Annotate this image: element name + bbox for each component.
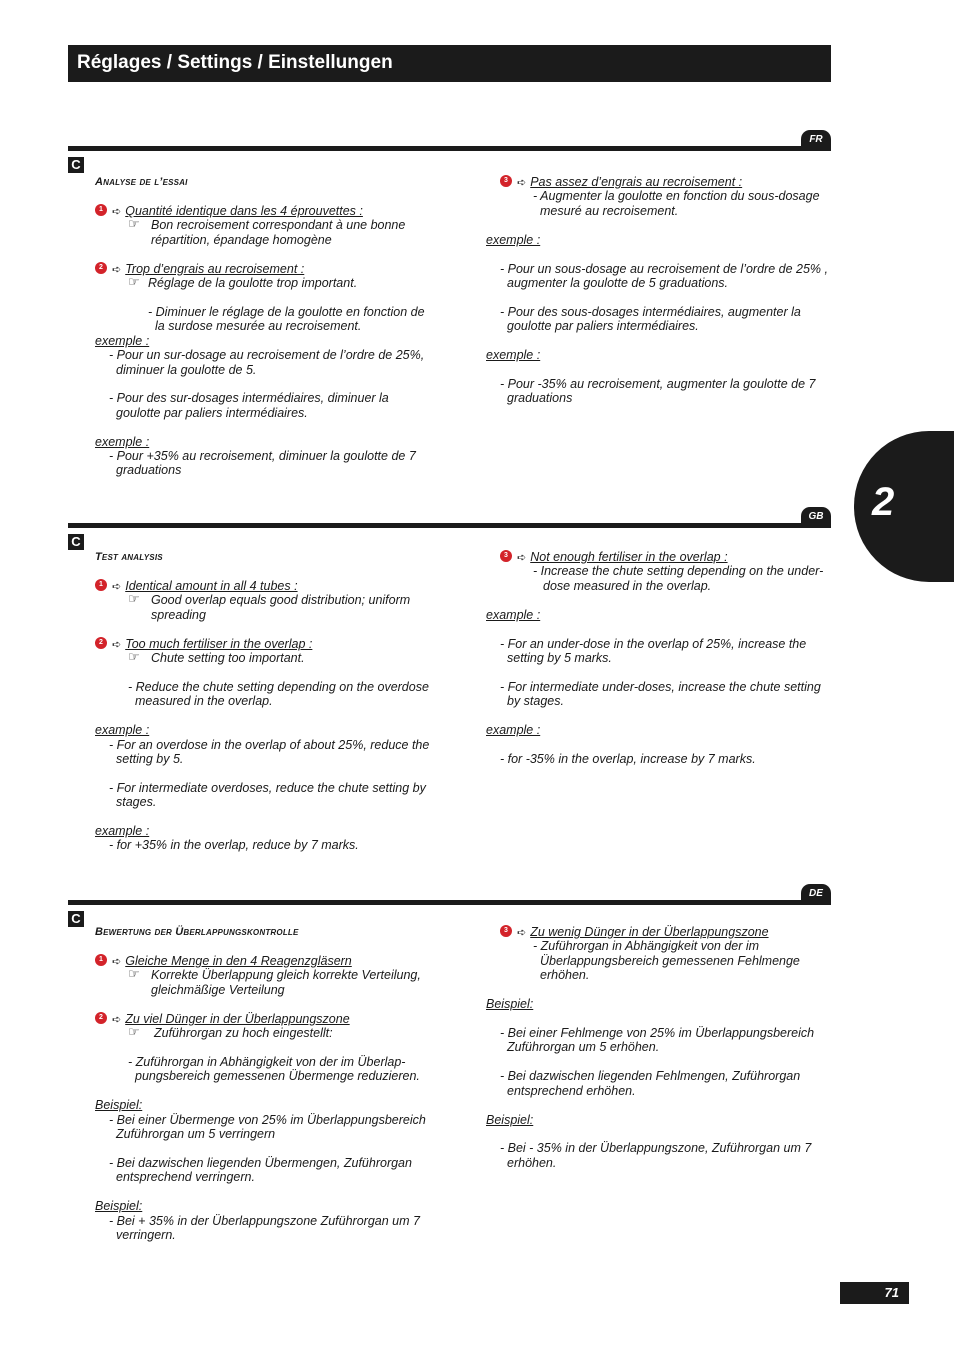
lang-tab-fr: FR [801,130,831,150]
example1-line2-gb: setting by 5. [116,752,184,766]
intermediate-line2-de: entsprechend verringern. [116,1170,255,1184]
item1-line2-de: gleichmäßige Verteilung [151,983,285,997]
right2-line2-gb: by stages. [507,694,564,708]
example2-label-de: Beispiel: [95,1199,143,1213]
section-heading-de: Bewertung der Überlappungskontrolle [95,926,299,938]
pointing-hand-icon: ☞ [128,217,140,232]
example1-label-de: Beispiel: [95,1098,143,1112]
item2-action2-fr: la surdose mesurée au recroisement. [155,319,362,333]
badge-3-de: 3 [500,925,512,937]
right1-line2-de: Zuführorgan um 5 erhöhen. [507,1040,660,1054]
intermediate-line2-gb: stages. [116,795,157,809]
item3-title-fr: ➪ Pas assez d’engrais au recroisement : [517,175,743,189]
arrow-icon: ➪ [112,206,122,218]
item2-line1-fr: Réglage de la goulotte trop important. [148,276,358,290]
section-heading-gb: Test analysis [95,551,163,563]
item2-action1-gb: - Reduce the chute setting depending on the overdose [128,680,429,694]
lang-tab-gb: GB [801,507,831,527]
pointing-hand-icon: ☞ [128,275,140,290]
pointing-hand-icon: ☞ [128,1025,140,1040]
intermediate-line1-de: - Bei dazwischen liegenden Übermengen, Zuführorgan [109,1156,412,1170]
example4-label-fr: exemple : [486,348,541,362]
item1-title-de: ➪ Gleiche Menge in den 4 Reagenzgläsern [112,954,352,968]
page-title: Réglages / Settings / Einstellungen [77,52,393,73]
right3-line1-gb: - for -35% in the overlap, increase by 7 marks. [500,752,756,766]
item2-action2-de: pungsbereich gemessenen Übermenge reduzieren. [135,1069,420,1083]
arrow-icon: ➪ [112,639,122,651]
example2-line2-de: verringern. [116,1228,176,1242]
item3-line2-fr: mesuré au recroisement. [540,204,679,218]
right3-line2-fr: graduations [507,391,573,405]
item2-line1-gb: Chute setting too important. [151,651,305,665]
right3-line1-de: - Bei - 35% in der Überlappungszone, Zuführorgan um 7 [500,1141,812,1155]
right1-line2-gb: setting by 5 marks. [507,651,612,665]
badge-1-gb: 1 [95,579,107,591]
pointing-hand-icon: ☞ [128,967,140,982]
item1-title-fr: ➪ Quantité identique dans les 4 éprouvettes : [112,204,363,218]
right1-line1-gb: - For an under-dose in the overlap of 25%, increase the [500,637,807,651]
section-rule-de [68,900,831,905]
right2-line2-de: entsprechend erhöhen. [507,1084,636,1098]
right2-line1-fr: - Pour des sous-dosages intermédiaires, augmenter la [500,305,801,319]
example2-line1-de: - Bei + 35% in der Überlappungszone Zuführorgan um 7 [109,1214,420,1228]
pointing-hand-icon: ☞ [128,650,140,665]
section-rule-gb [68,523,831,528]
right1-line1-de: - Bei einer Fehlmenge von 25% im Überlappungsbereich [500,1026,815,1040]
item1-title-gb: ➪ Identical amount in all 4 tubes : [112,579,298,593]
right1-line2-fr: augmenter la goulotte de 5 graduations. [507,276,728,290]
example1-line2-de: Zuführorgan um 5 verringern [116,1127,276,1141]
badge-2-gb: 2 [95,637,107,649]
item3-line1-gb: - Increase the chute setting depending on the under- [533,564,824,578]
example2-label-gb: example : [95,824,150,838]
page-number-box [840,1282,909,1304]
item2-action1-fr: - Diminuer le réglage de la goulotte en fonction de [148,305,425,319]
item2-line1-de: Zuführorgan zu hoch eingestellt: [154,1026,333,1040]
chapter-number: 2 [872,480,895,524]
example3-label-gb: example : [486,608,541,622]
item2-action1-de: - Zuführorgan in Abhängigkeit von der im Überlap- [128,1055,406,1069]
item1-line2-fr: répartition, épandage homogène [151,233,332,247]
right2-line1-de: - Bei dazwischen liegenden Fehlmengen, Zuführorgan [500,1069,801,1083]
badge-3-fr: 3 [500,175,512,187]
item2-action2-gb: measured in the overlap. [135,694,273,708]
arrow-icon: ➪ [112,264,122,276]
badge-3-gb: 3 [500,550,512,562]
item3-line1-de: - Zuführorgan in Abhängigkeit von der im [533,939,760,953]
item1-line1-fr: Bon recroisement correspondant à une bonne [151,218,406,232]
item3-title-de: ➪ Zu wenig Dünger in der Überlappungszone [517,925,769,939]
example1-line2-fr: diminuer la goulotte de 5. [116,363,257,377]
right3-line1-fr: - Pour -35% au recroisement, augmenter la goulotte de 7 [500,377,816,391]
right2-line2-fr: goulotte par paliers intermédiaires. [507,319,699,333]
example1-label-fr: exemple : [95,334,150,348]
section-heading-fr: Analyse de l’essai [95,176,188,188]
arrow-icon: ➪ [112,1014,122,1026]
example1-line1-fr: - Pour un sur-dosage au recroisement de l’ordre de 25%, [109,348,425,362]
section-letter-gb: C [68,534,84,550]
item2-title-fr: ➪ Trop d’engrais au recroisement : [112,262,305,276]
right1-line1-fr: - Pour un sous-dosage au recroisement de l’ordre de 25% , [500,262,828,276]
page-number: 71 [884,1285,899,1300]
right2-line1-gb: - For intermediate under-doses, increase the chute setting [500,680,821,694]
item1-line1-gb: Good overlap equals good distribution; uniform [151,593,411,607]
section-letter-de: C [68,911,84,927]
pointing-hand-icon: ☞ [128,592,140,607]
item3-line2-gb: dose measured in the overlap. [543,579,712,593]
example3-label-fr: exemple : [486,233,541,247]
item1-line1-de: Korrekte Überlappung gleich korrekte Verteilung, [151,968,421,982]
arrow-icon: ➪ [517,927,527,939]
example1-line1-gb: - For an overdose in the overlap of about 25%, reduce the [109,738,430,752]
badge-2-de: 2 [95,1012,107,1024]
item3-title-gb: ➪ Not enough fertiliser in the overlap : [517,550,728,564]
item2-title-de: ➪ Zu viel Dünger in der Überlappungszone [112,1012,350,1026]
example2-line1-fr: - Pour +35% au recroisement, diminuer la goulotte de 7 [109,449,416,463]
badge-2-fr: 2 [95,262,107,274]
arrow-icon: ➪ [517,552,527,564]
example2-line1-gb: - for +35% in the overlap, reduce by 7 marks. [109,838,359,852]
page-header-bar [68,45,831,82]
right3-line2-de: erhöhen. [507,1156,557,1170]
intermediate-line1-fr: - Pour des sur-dosages intermédiaires, diminuer la [109,391,389,405]
item3-line2-de: Überlappungsbereich gemessenen Fehlmenge [540,954,800,968]
item3-line3-de: erhöhen. [540,968,590,982]
intermediate-line1-gb: - For intermediate overdoses, reduce the chute setting by [109,781,426,795]
example2-line2-fr: graduations [116,463,182,477]
section-letter-fr: C [68,157,84,173]
item2-title-gb: ➪ Too much fertiliser in the overlap : [112,637,313,651]
section-rule-fr [68,146,831,151]
example4-label-de: Beispiel: [486,1113,534,1127]
badge-1-fr: 1 [95,204,107,216]
example1-label-gb: example : [95,723,150,737]
item3-line1-fr: - Augmenter la goulotte en fonction du sous-dosage [533,189,820,203]
chapter-tab [854,431,954,582]
arrow-icon: ➪ [112,581,122,593]
example3-label-de: Beispiel: [486,997,534,1011]
badge-1-de: 1 [95,954,107,966]
arrow-icon: ➪ [517,177,527,189]
example2-label-fr: exemple : [95,435,150,449]
intermediate-line2-fr: goulotte par paliers intermédiaires. [116,406,308,420]
example4-label-gb: example : [486,723,541,737]
arrow-icon: ➪ [112,956,122,968]
item1-line2-gb: spreading [151,608,206,622]
lang-tab-de: DE [801,884,831,904]
example1-line1-de: - Bei einer Übermenge von 25% im Überlappungsbereich [109,1113,426,1127]
